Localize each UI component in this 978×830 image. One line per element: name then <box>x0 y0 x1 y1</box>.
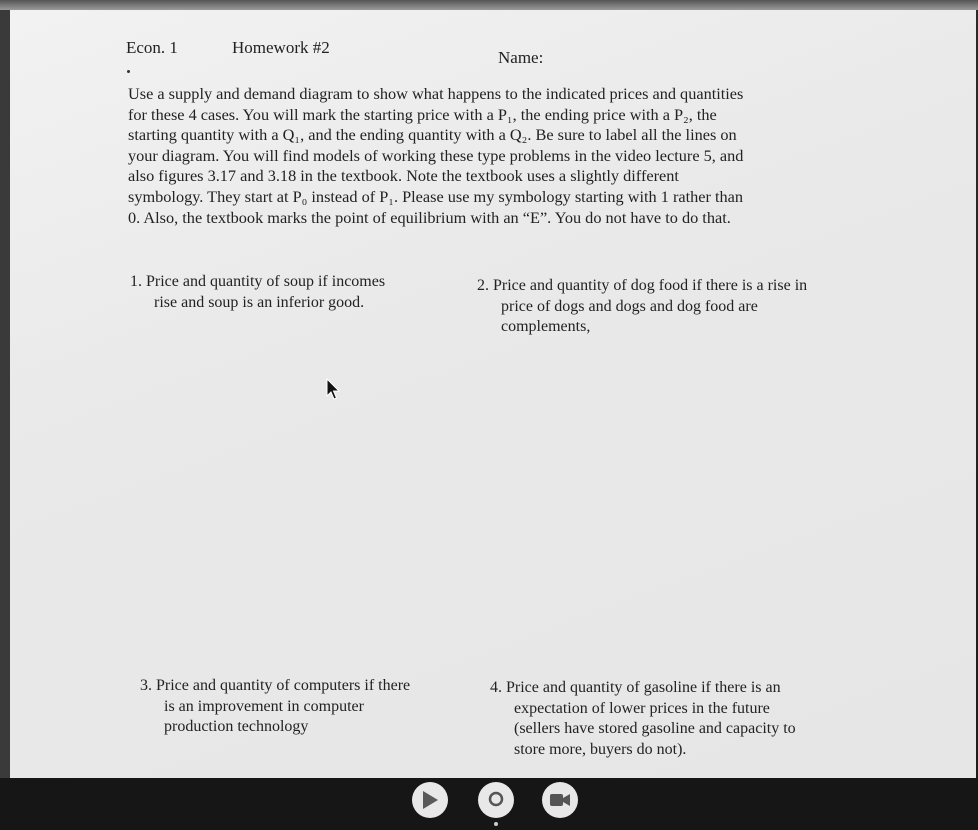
question-line: rise and soup is an inferior good. <box>154 293 365 311</box>
question-line: expectation of lower prices in the future <box>514 699 770 717</box>
google-meet-icon[interactable] <box>542 782 578 818</box>
question-3 <box>140 676 410 738</box>
instructions-line: Use a supply and demand diagram to show what happens to the indicated prices and quantities <box>128 84 744 103</box>
question-1 <box>130 272 385 313</box>
instructions-line: your diagram. You will find models of working these type problems in the video lecture 5, and <box>128 145 744 165</box>
course-label: Econ. 1 <box>126 38 178 57</box>
instructions-line: symbology. They start at P₀ instead of P₁. Please use my symbology starting with 1 rather than <box>128 186 744 206</box>
instructions-line: starting quantity with a Q₁, and the ending quantity with a Q₂. Be sure to label all the lines on <box>128 125 737 145</box>
question-line: production technology <box>164 718 309 735</box>
question-line: 2. Price and quantity of dog food if there is a rise in <box>477 277 808 294</box>
name-label: Name: <box>498 48 544 67</box>
question-line: store more, buyers do not). <box>514 740 687 758</box>
question-line: is an improvement in computer <box>164 697 364 715</box>
question-line: 3. Price and quantity of computers if there <box>140 677 411 694</box>
homework-title: Homework #2 <box>232 38 330 57</box>
mouse-pointer-icon <box>326 378 340 400</box>
question-line: 1. Price and quantity of soup if incomes <box>130 273 386 290</box>
play-store-icon[interactable] <box>412 782 448 818</box>
instructions-line: also figures 3.17 and 3.18 in the textbook. Note the textbook uses a slightly different <box>128 166 679 186</box>
question-line: complements, <box>501 318 591 335</box>
window-left-edge <box>0 10 10 778</box>
question-line: 4. Price and quantity of gasoline if there is an <box>490 679 781 696</box>
instructions-line: 0. Also, the textbook marks the point of equilibrium with an “E”. You do not have to do that. <box>128 207 731 227</box>
instructions-paragraph <box>128 84 868 228</box>
question-2 <box>477 276 807 338</box>
question-line: price of dogs and dogs and dog food are <box>501 297 758 315</box>
window-top-edge <box>0 0 978 10</box>
bullet-dot <box>127 70 130 73</box>
search-launcher-icon[interactable] <box>478 782 514 818</box>
document-page <box>10 10 976 778</box>
instructions-line: for these 4 cases. You will mark the starting price with a P₁, the ending price with a P₂, the <box>128 104 717 124</box>
question-line: (sellers have stored gasoline and capacity to <box>514 720 796 737</box>
question-4 <box>490 678 796 760</box>
running-app-indicator <box>494 822 498 826</box>
